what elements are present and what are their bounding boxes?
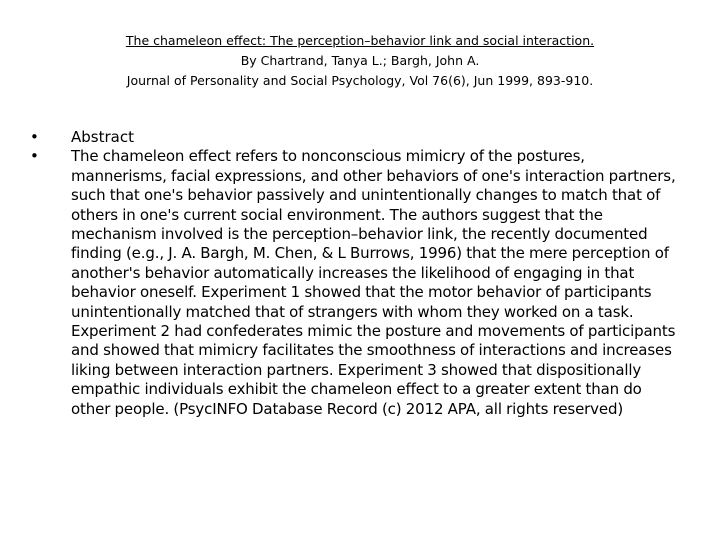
article-journal: Journal of Personality and Social Psychology, Vol 76(6), Jun 1999, 893-910. (126, 73, 594, 88)
bullet-list (30, 128, 680, 419)
abstract-heading: Abstract (71, 128, 134, 146)
bullet-icon: • (30, 147, 39, 166)
bullet-item-abstract-body (30, 147, 680, 419)
abstract-body: The chameleon effect refers to nonconscious mimicry of the postures, mannerisms, facial expressions, and other behaviors of one's interaction partners, such that one's behavior passively and unintentionally changes to match that of others in one's current social environment. The authors suggest that the mechanism involved is the perception–behavior link, the recently documented finding (e.g., J. A. Bargh, M. Chen, & L Burrows, 1996) that the mere perception of another's behavior automatically increases the likelihood of engaging in that behavior oneself. Experiment 1 showed that the motor behavior of participants unintentionally matched that of strangers with whom they worked on a task. Experiment 2 had confederates mimic the posture and movements of participants and showed that mimicry facilitates the smoothness of interactions and increases liking between interaction partners. Experiment 3 showed that dispositionally empathic individuals exhibit the chameleon effect to a greater extent than do other people. (PsycINFO Database Record (c) 2012 APA, all rights reserved) (71, 147, 676, 418)
article-title: The chameleon effect: The perception–behavior link and social interaction. (125, 33, 595, 48)
citation-header (60, 31, 660, 91)
bullet-item-abstract-heading (30, 128, 680, 147)
bullet-icon: • (30, 128, 39, 146)
article-authors: By Chartrand, Tanya L.; Bargh, John A. (240, 53, 480, 68)
